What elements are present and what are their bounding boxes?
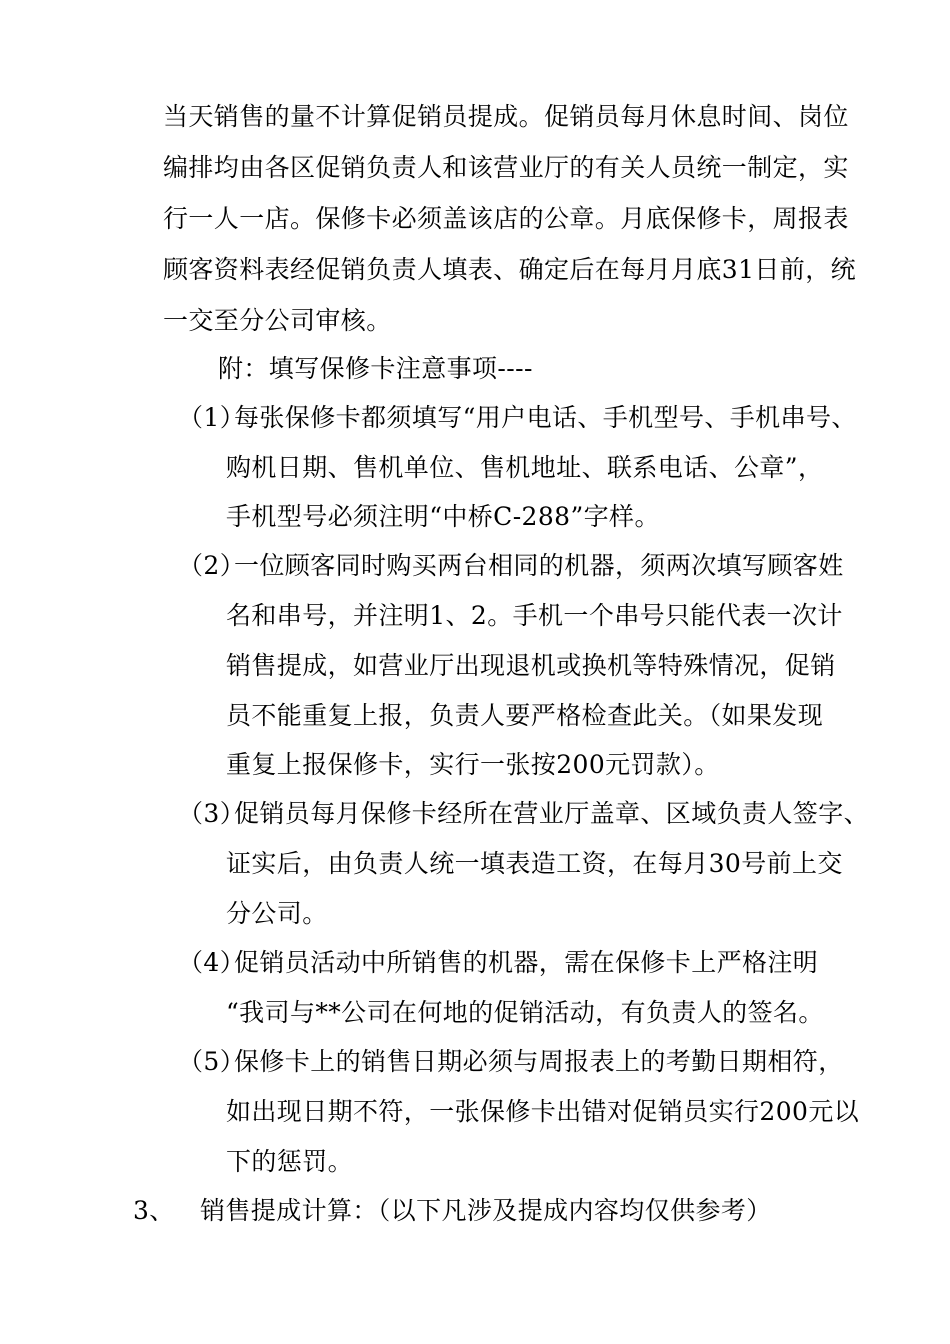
attachment-title: 附：填写保修卡注意事项---- <box>218 354 533 383</box>
intro-line: 编排均由各区促销负责人和该营业厅的有关人员统一制定，实 <box>163 153 849 182</box>
intro-line: 顾客资料表经促销负责人填表、确定后在每月月底31日前，统 <box>163 255 857 284</box>
item-line: 重复上报保修卡，实行一张按200元罚款）。 <box>226 750 720 779</box>
item-line: “我司与**公司在何地的促销活动，有负责人的签名。 <box>226 998 824 1027</box>
item-number: （5） <box>178 1047 246 1076</box>
item-line: 手机型号必须注明“中桥C-288”字样。 <box>226 502 660 531</box>
item-line: 销售提成，如营业厅出现退机或换机等特殊情况，促销 <box>226 651 836 680</box>
item-line: 证实后，由负责人统一填表造工资，在每月30号前上交 <box>226 849 843 878</box>
item-number: （1） <box>178 403 246 432</box>
item-number: （2） <box>178 551 246 580</box>
item-line: 分公司。 <box>226 899 328 928</box>
intro-line: 一交至分公司审核。 <box>163 306 392 335</box>
item-line: 下的惩罚。 <box>226 1147 354 1176</box>
item-line: 员不能重复上报，负责人要严格检查此关。（如果发现 <box>226 701 824 730</box>
item-line: 购机日期、售机单位、售机地址、联系电话、公章”， <box>226 453 824 482</box>
item-number: （3） <box>178 799 246 828</box>
item-line: 名和串号，并注明1、2。手机一个串号只能代表一次计 <box>226 601 843 630</box>
item-line: 如出现日期不符，一张保修卡出错对促销员实行200元以 <box>226 1097 860 1126</box>
item-line: 促销员每月保修卡经所在营业厅盖章、区域负责人签字、 <box>234 799 870 828</box>
intro-line: 当天销售的量不计算促销员提成。促销员每月休息时间、岗位 <box>163 102 849 131</box>
intro-line: 行一人一店。保修卡必须盖该店的公章。月底保修卡，周报表 <box>163 204 849 233</box>
item-line: 一位顾客同时购买两台相同的机器，须两次填写顾客姓 <box>234 551 844 580</box>
section-number: 3、 <box>133 1196 175 1225</box>
section-title: 销售提成计算：（以下凡涉及提成内容均仅供参考） <box>200 1196 772 1225</box>
item-line: 每张保修卡都须填写“用户电话、手机型号、手机串号、 <box>234 403 857 432</box>
item-line: 促销员活动中所销售的机器，需在保修卡上严格注明 <box>234 948 819 977</box>
item-number: （4） <box>178 948 246 977</box>
item-line: 保修卡上的销售日期必须与周报表上的考勤日期相符， <box>234 1047 844 1076</box>
